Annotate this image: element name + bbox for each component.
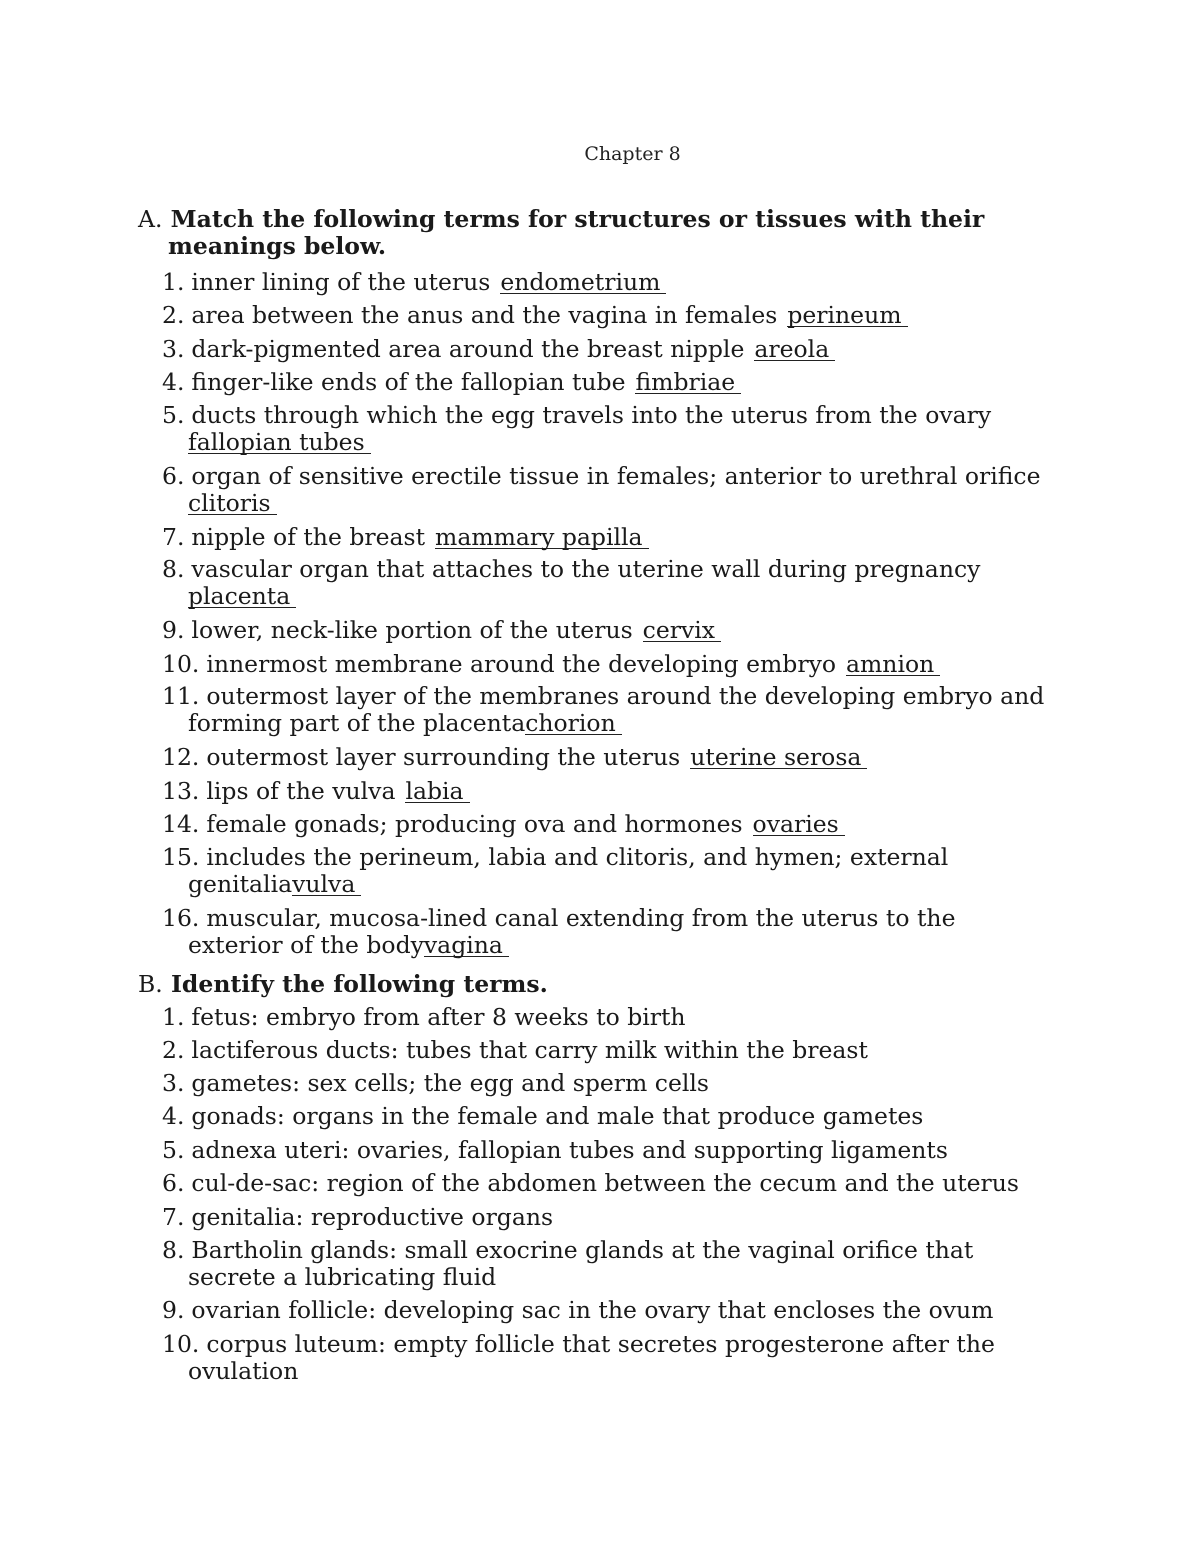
item-number: 16. <box>162 904 200 932</box>
item-text: Bartholin glands: small exocrine glands at the vaginal orifice that <box>191 1236 974 1264</box>
list-item <box>162 269 1062 296</box>
item-text <box>162 429 1062 456</box>
answer: endometrium <box>500 271 666 294</box>
item-number: 6. <box>162 1169 185 1197</box>
item-number: 6. <box>162 462 185 490</box>
section-heading-text: Identify the following terms. <box>170 970 548 998</box>
item-number: 5. <box>162 401 185 429</box>
item-number: 8. <box>162 1236 185 1264</box>
item-text: secrete a lubricating fluid <box>188 1263 497 1291</box>
item-text: genitalia: reproductive organs <box>191 1203 554 1231</box>
item-number: 1. <box>162 268 185 296</box>
item-number: 10. <box>162 650 200 678</box>
list-item <box>162 1237 1062 1291</box>
item-text: outermost layer of the membranes around the developing embryo and <box>206 682 1045 710</box>
answer: vulva <box>292 873 361 896</box>
list-item <box>162 524 1062 551</box>
answer: chorion <box>525 712 621 735</box>
item-text: innermost membrane around the developing embryo <box>206 650 837 678</box>
item-text: ducts through which the egg travels into the uterus from the ovary <box>191 401 992 429</box>
item-text: lactiferous ducts: tubes that carry milk within the breast <box>191 1036 868 1064</box>
item-text: inner lining of the uterus <box>191 268 491 296</box>
item-text: ovarian follicle: developing sac in the ovary that encloses the ovum <box>191 1296 994 1324</box>
item-number: 2. <box>162 301 185 329</box>
list-item <box>162 302 1062 329</box>
item-number: 15. <box>162 843 200 871</box>
list-item <box>162 1103 1062 1130</box>
list-item <box>162 744 1062 771</box>
answer: areola <box>754 338 835 361</box>
item-number: 3. <box>162 1069 185 1097</box>
item-text: includes the perineum, labia and clitoris, and hymen; external <box>206 843 949 871</box>
item-text: vascular organ that attaches to the uterine wall during pregnancy <box>191 555 981 583</box>
item-number: 12. <box>162 743 200 771</box>
item-text: outermost layer surrounding the uterus <box>206 743 681 771</box>
item-text <box>162 932 1062 959</box>
item-number: 4. <box>162 1102 185 1130</box>
answer: cervix <box>643 619 721 642</box>
list-item <box>162 617 1062 644</box>
item-text: female gonads; producing ova and hormones <box>206 810 743 838</box>
section-letter: A. <box>138 205 163 233</box>
list-item <box>162 1204 1062 1231</box>
answer: vagina <box>424 934 509 957</box>
answer: labia <box>405 780 469 803</box>
answer: ovaries <box>753 813 845 836</box>
section-heading-text: Match the following terms for structures or tissues with their <box>170 205 985 233</box>
section-a-heading <box>138 206 1038 260</box>
answer: uterine serosa <box>690 746 867 769</box>
answer: perineum <box>787 304 907 327</box>
item-text: gonads: organs in the female and male that produce gametes <box>191 1102 924 1130</box>
list-item <box>162 556 1062 610</box>
item-text: nipple of the breast <box>191 523 426 551</box>
item-number: 13. <box>162 777 200 805</box>
list-item <box>162 1331 1062 1385</box>
list-item <box>162 1137 1062 1164</box>
item-number: 14. <box>162 810 200 838</box>
item-number: 10. <box>162 1330 200 1358</box>
item-text <box>162 583 1062 610</box>
list-item <box>162 683 1062 737</box>
page-title: Chapter 8 <box>584 143 681 165</box>
item-number: 5. <box>162 1136 185 1164</box>
item-number: 7. <box>162 1203 185 1231</box>
item-text: dark-pigmented area around the breast nipple <box>191 335 745 363</box>
list-item <box>162 1070 1062 1097</box>
item-text: exterior of the body <box>188 931 424 959</box>
item-text: organ of sensitive erectile tissue in females; anterior to urethral orifice <box>191 462 1041 490</box>
answer: fimbriae <box>635 371 741 394</box>
answer: clitoris <box>188 492 277 515</box>
item-text: ovulation <box>188 1357 299 1385</box>
list-item <box>162 778 1062 805</box>
section-b-heading <box>138 971 1038 998</box>
answer: amnion <box>846 653 940 676</box>
answer: fallopian tubes <box>188 431 371 454</box>
list-item <box>162 1004 1062 1031</box>
item-number: 2. <box>162 1036 185 1064</box>
item-text: genitalia <box>188 870 293 898</box>
list-item <box>162 1170 1062 1197</box>
section-letter: B. <box>138 970 163 998</box>
item-text: fetus: embryo from after 8 weeks to birth <box>191 1003 686 1031</box>
list-item <box>162 463 1062 517</box>
item-number: 3. <box>162 335 185 363</box>
item-text: lower, neck-like portion of the uterus <box>191 616 633 644</box>
item-number: 8. <box>162 555 185 583</box>
list-item <box>162 811 1062 838</box>
list-item <box>162 905 1062 959</box>
answer: placenta <box>188 585 296 608</box>
section-heading-text-cont: meanings below. <box>168 232 387 260</box>
item-text <box>162 490 1062 517</box>
list-item <box>162 651 1062 678</box>
item-number: 1. <box>162 1003 185 1031</box>
item-text: muscular, mucosa-lined canal extending from the uterus to the <box>206 904 956 932</box>
list-item <box>162 1037 1062 1064</box>
item-text: gametes: sex cells; the egg and sperm cells <box>191 1069 709 1097</box>
item-text: adnexa uteri: ovaries, fallopian tubes and supporting ligaments <box>191 1136 948 1164</box>
list-item <box>162 402 1062 456</box>
item-text: cul-de-sac: region of the abdomen between the cecum and the uterus <box>191 1169 1019 1197</box>
item-number: 11. <box>162 682 200 710</box>
item-number: 9. <box>162 616 185 644</box>
answer: mammary papilla <box>435 526 649 549</box>
list-item <box>162 369 1062 396</box>
item-text <box>162 871 1062 898</box>
item-number: 9. <box>162 1296 185 1324</box>
item-text <box>162 710 1062 737</box>
item-text: lips of the vulva <box>206 777 396 805</box>
item-text: finger-like ends of the fallopian tube <box>191 368 626 396</box>
list-item <box>162 844 1062 898</box>
list-item <box>162 336 1062 363</box>
item-text: corpus luteum: empty follicle that secretes progesterone after the <box>206 1330 995 1358</box>
list-item <box>162 1297 1062 1324</box>
item-number: 7. <box>162 523 185 551</box>
item-number: 4. <box>162 368 185 396</box>
item-text: area between the anus and the vagina in females <box>191 301 778 329</box>
item-text: forming part of the placenta <box>188 709 526 737</box>
